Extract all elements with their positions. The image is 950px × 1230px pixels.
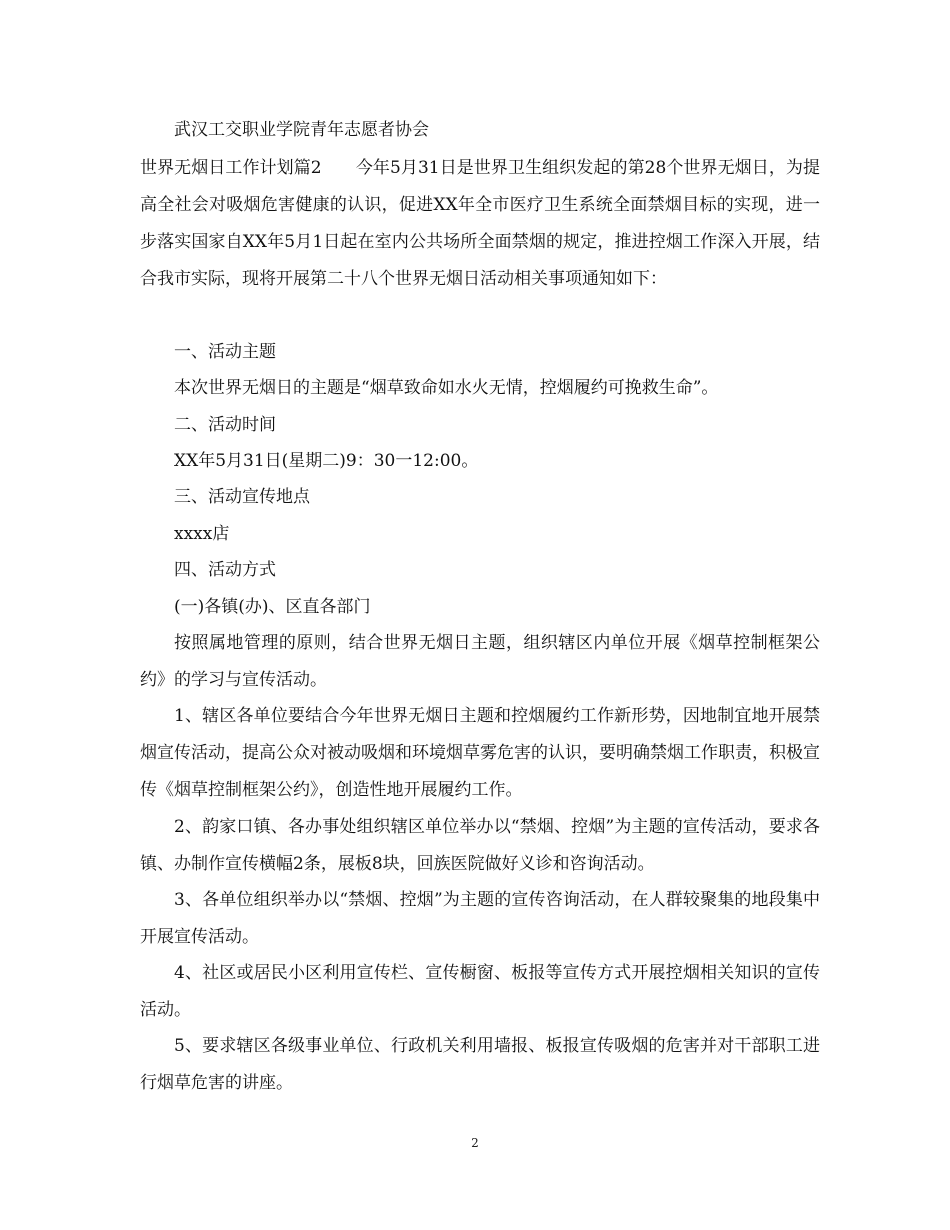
- section-heading-location: 三、活动宣传地点: [174, 487, 310, 507]
- item-5-paragraph: 5、要求辖区各级事业单位、行政机关利用墙报、板报宣传吸烟的危害并对干部职工进行烟草危害的讲座。: [140, 1036, 820, 1093]
- organization-line: 武汉工交职业学院青年志愿者协会: [174, 120, 429, 140]
- item-3-paragraph: 3、各单位组织举办以“禁烟、控烟”为主题的宣传咨询活动，在人群较聚集的地段集中开展宣传活动。: [140, 890, 820, 947]
- item-4-paragraph: 4、社区或居民小区利用宣传栏、宣传橱窗、板报等宣传方式开展控烟相关知识的宣传活动。: [140, 963, 820, 1020]
- page-number: 2: [471, 1136, 479, 1150]
- section-heading-time: 二、活动时间: [174, 415, 276, 435]
- principle-paragraph: 按照属地管理的原则，结合世界无烟日主题，组织辖区内单位开展《烟草控制框架公约》的学习与宣传活动。: [140, 633, 820, 690]
- item-2-paragraph: 2、韵家口镇、各办事处组织辖区单位举办以“禁烟、控烟”为主题的宣传活动，要求各镇、办制作宣传横幅2条，展板8块，回族医院做好义诊和咨询活动。: [140, 817, 820, 874]
- section-heading-theme: 一、活动主题: [174, 342, 276, 362]
- theme-paragraph: 本次世界无烟日的主题是“烟草致命如水火无情，控烟履约可挽救生命”。: [174, 378, 719, 398]
- intro-paragraph: 世界无烟日工作计划篇2 今年5月31日是世界卫生组织发起的第28个世界无烟日，为提高全社会对吸烟危害健康的认识，促进XX年全市医疗卫生系统全面禁烟目标的实现，进一步落实国家自XX年5月1日起在室内公共场所全面禁烟的规定，推进控烟工作深入开展，结合我市实际，现将开展第二十八个世界无烟日活动相关事项通知如下：: [140, 158, 820, 289]
- section-heading-method: 四、活动方式: [174, 560, 276, 580]
- item-1-paragraph: 1、辖区各单位要结合今年世界无烟日主题和控烟履约工作新形势，因地制宜地开展禁烟宣传活动，提高公众对被动吸烟和环境烟草雾危害的认识，要明确禁烟工作职责，积极宣传《烟草控制框架公约》，创造性地开展履约工作。: [140, 706, 820, 800]
- location-paragraph: xxxx店: [174, 524, 230, 544]
- time-paragraph: XX年5月31日(星期二)9：30一12:00。: [174, 451, 479, 471]
- subsection-heading-departments: (一)各镇(办)、区直各部门: [174, 597, 371, 617]
